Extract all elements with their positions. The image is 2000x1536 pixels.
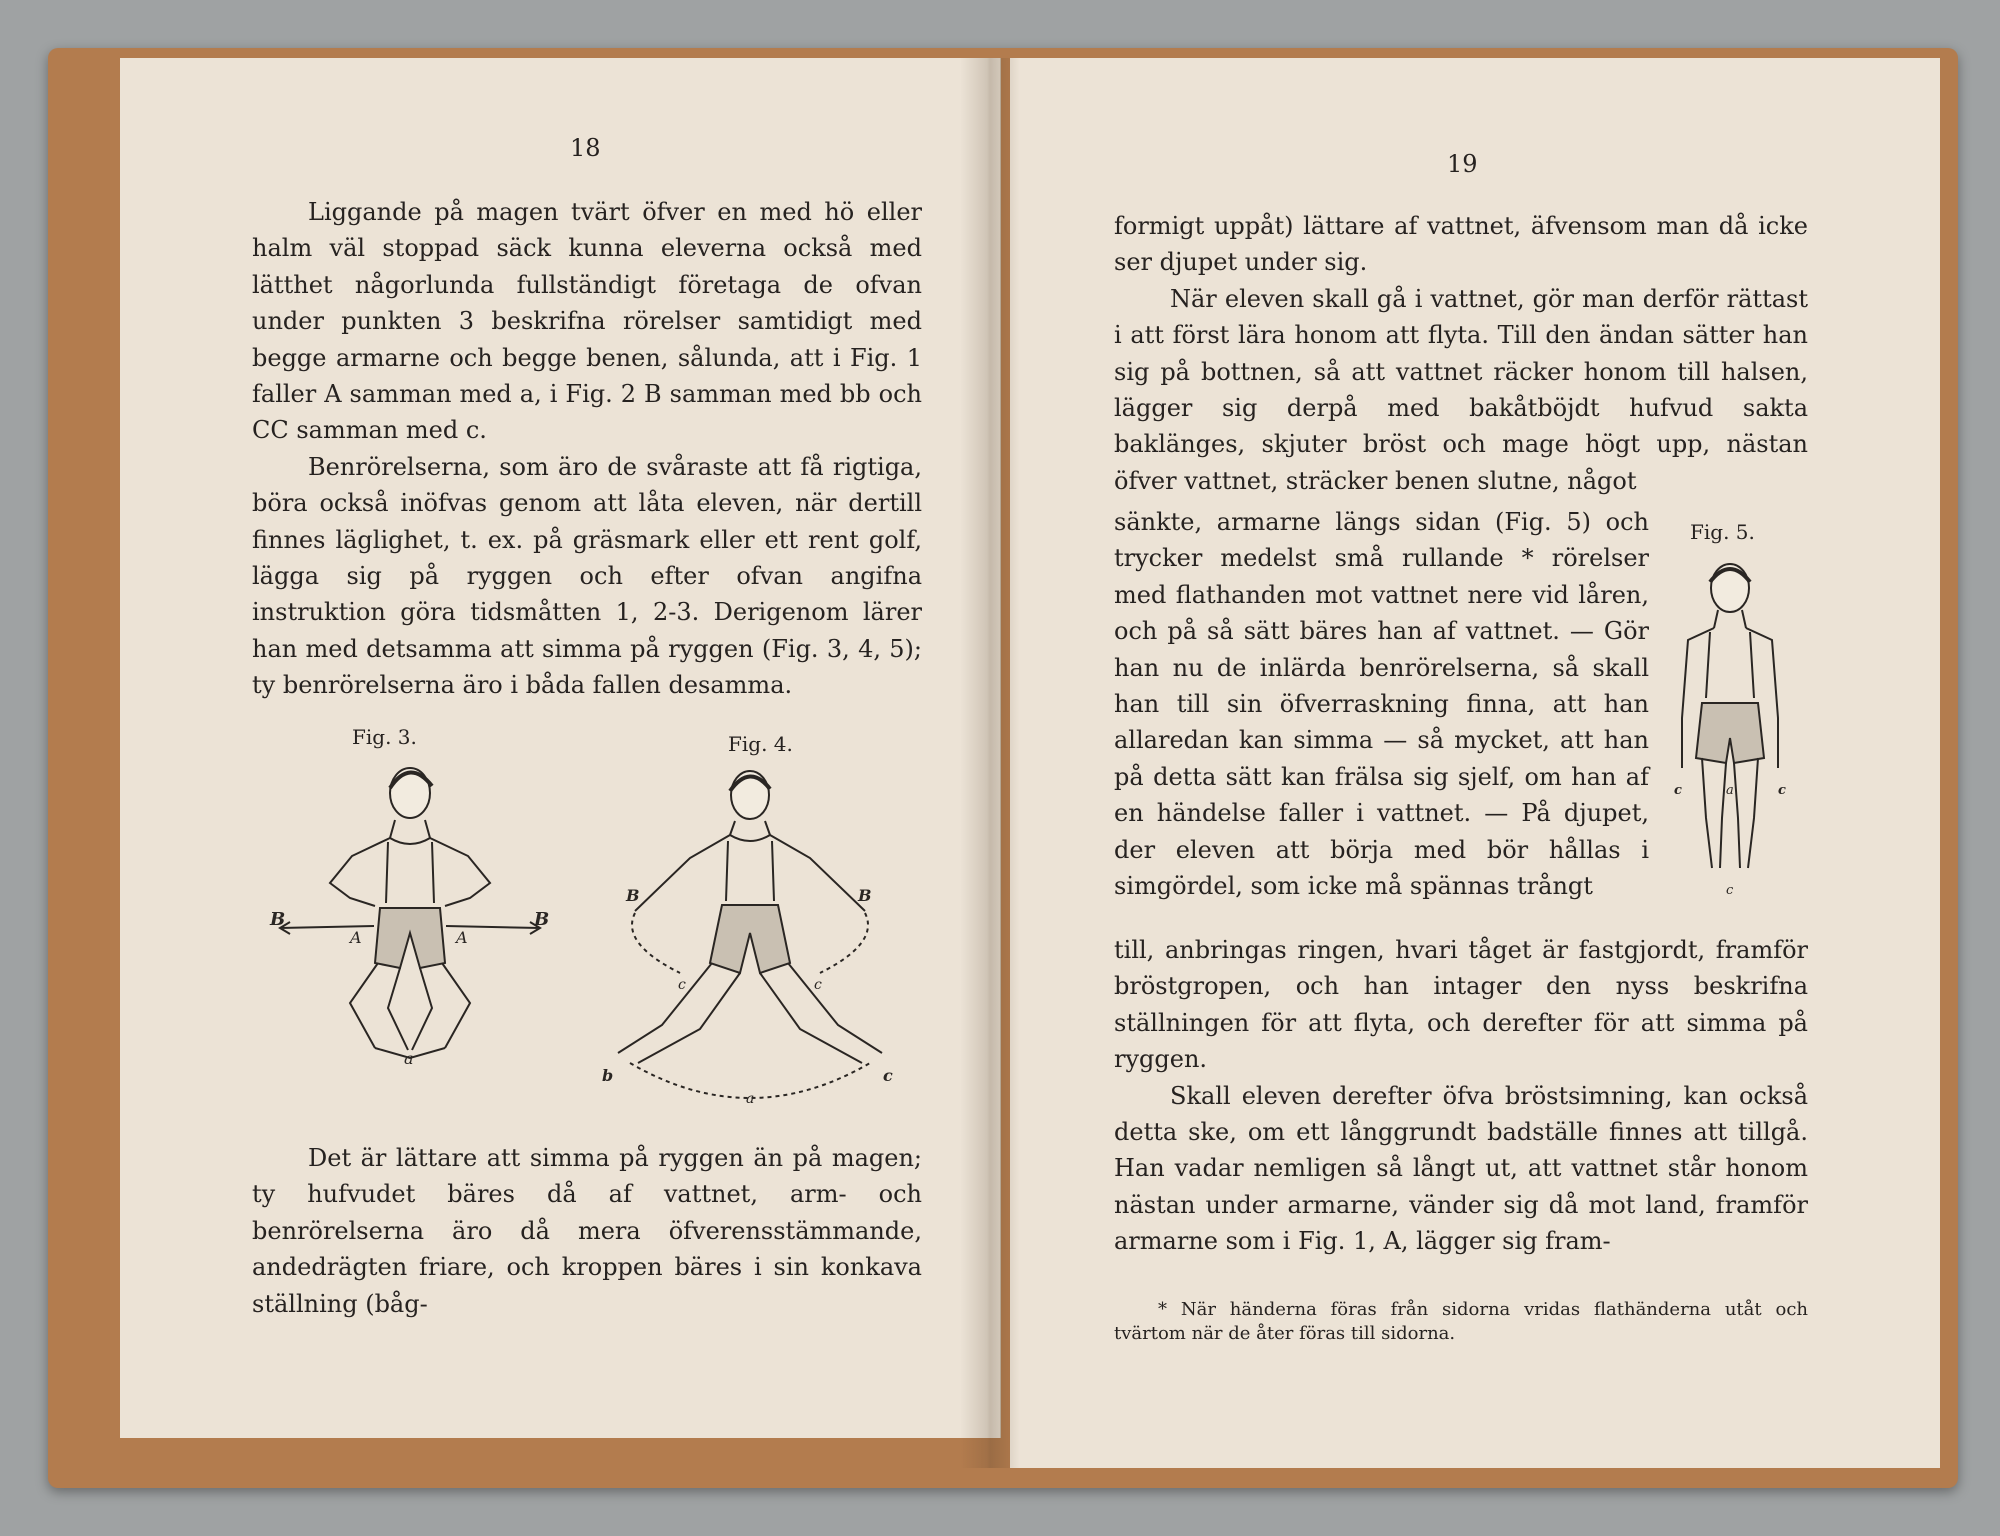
- paragraph: sänkte, armarne längs sidan (Fig. 5) och trycker medelst små rullande * rörelser med flathanden mot vattnet nere vid låren, och på så sätt bäres han af vattnet. — Gör han nu de inlärda benrörelserna, så skall han till sin öfverraskning finna, att han allaredan kan simma — så mycket, att han på detta sätt kan frälsa sig sjelf, om han af en händelse faller i vattnet. — På djupet, der eleven att börja med bör hållas i simgördel, som icke må spännas trångt: [1114, 508, 1649, 901]
- letter: a: [1726, 783, 1734, 798]
- paragraph: Liggande på magen tvärt öfver en med hö eller halm väl stoppad säck kunna eleverna också med lätthet någorlunda fullständigt företaga de ofvan under punkten 3 beskrifna rörelser samtidigt med begge armarne och begge benen, sålunda, att i Fig. 1 faller A samman med a, i Fig. 2 B samman med bb och CC samman med c.: [252, 198, 922, 445]
- paragraph: Det är lättare att simma på ryggen än på magen; ty hufvudet bäres då af vattnet, arm- och benrörelserna äro då mera öfverensstämmande, andedrägten friare, och kroppen bäres i sin konkava ställning (båg-: [252, 1144, 922, 1318]
- letter: c: [814, 977, 822, 993]
- left-page: [120, 58, 1001, 1438]
- fig5-floating-figure: [1660, 558, 1800, 898]
- letter: B: [626, 886, 640, 905]
- paragraph: Benrörelserna, som äro de svåraste att få rigtiga, böra också inöfvas genom att låta eleven, när dertill finnes läglighet, t. ex. på gräsmark eller ett rent golf, lägga sig på ryggen och efter ofvan angifna instruktion göra tidsmåtten 1, 2-3. Derigenom lärer han med detsamma att simma på ryggen (Fig. 3, 4, 5); ty benrörelserna äro i båda fallen desamma.: [252, 452, 922, 700]
- paragraph: formigt uppåt) lättare af vattnet, äfvensom man då icke ser djupet under sig.: [1114, 212, 1808, 277]
- letter: c: [1726, 883, 1734, 898]
- letter: a: [404, 1049, 414, 1068]
- fig4-swimmer-illustration: [600, 763, 900, 1107]
- letter: c: [678, 977, 686, 993]
- paragraph: till, anbringas ringen, hvari tåget är fastgjordt, framför bröstgropen, och han intager den nyss beskrifna ställningen för att flyta, och derefter för att simma på ryggen.: [1114, 936, 1808, 1074]
- right-page: [1010, 58, 1940, 1468]
- letter: a: [746, 1091, 755, 1107]
- left-text-top: [252, 194, 922, 704]
- letter: B: [270, 909, 286, 930]
- letter: A: [456, 928, 468, 947]
- page-number: 18: [570, 134, 601, 162]
- fig4-label: Fig. 4.: [728, 732, 793, 756]
- right-text-top: [1114, 208, 1808, 499]
- footnote: * När händerna föras från sidorna vridas flathänderna utåt och tvärtom när de åter föras till sidorna.: [1114, 1299, 1808, 1344]
- letter: A: [350, 928, 362, 947]
- letter: B: [858, 886, 872, 905]
- fig5-label: Fig. 5.: [1690, 520, 1755, 544]
- letter: c: [1778, 783, 1786, 798]
- letter: b: [602, 1066, 614, 1085]
- page-number: 19: [1447, 150, 1478, 178]
- letter: c: [883, 1066, 893, 1085]
- letter: c: [1674, 783, 1682, 798]
- fig3-swimmer-illustration: [270, 758, 550, 1068]
- fig3-label: Fig. 3.: [352, 725, 417, 749]
- right-text-bottom: [1114, 932, 1808, 1260]
- paragraph: Skall eleven derefter öfva bröstsimning, kan också detta ske, om ett långgrundt badställe finnes att tillgå. Han vadar nemligen så långt ut, att vattnet står honom nästan under armarne, vänder sig då mot land, framför armarne som i Fig. 1, A, lägger sig fram-: [1114, 1081, 1808, 1256]
- paragraph: När eleven skall gå i vattnet, gör man derför rättast i att först lära honom att flyta. Till den ändan sätter han sig på bottnen, så att vattnet räcker honom till halsen, lägger sig derpå med bakåtböjdt hufvud sakta baklänges, skjuter bröst och mage högt upp, nästan öfver vattnet, sträcker benen slutne, något: [1114, 284, 1808, 495]
- left-text-bottom: [252, 1140, 922, 1322]
- letter: B: [534, 909, 550, 930]
- right-text-wrap: [1114, 504, 1649, 904]
